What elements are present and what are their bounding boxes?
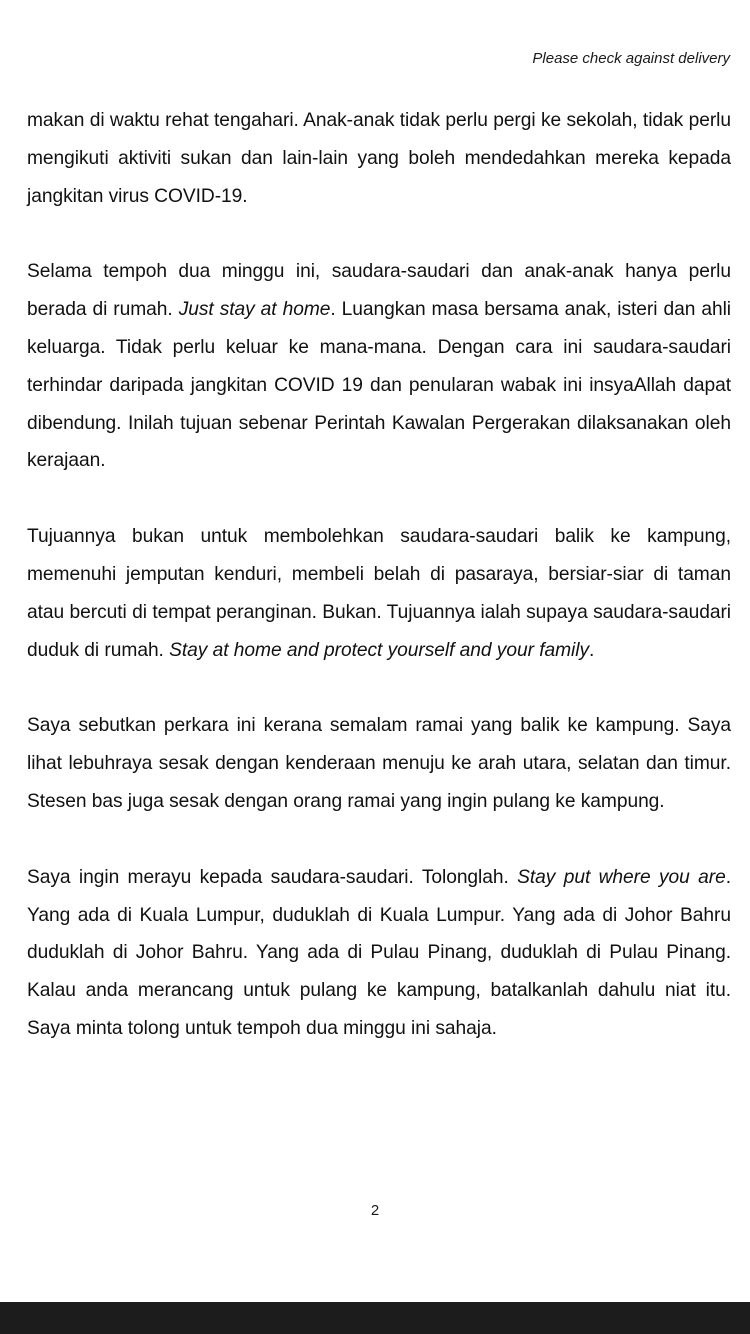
text-run: . Yang ada di Kuala Lumpur, duduklah di Kuala Lumpur. Yang ada di Johor Bahru duduklah di Johor Bahru. Yang ada di Pulau Pinang, duduklah di Pulau Pinang. Kalau anda merancang untuk pulang ke kampung, batalkanlah dahulu niat itu. Saya minta tolong untuk tempoh dua minggu ini sahaja. [27,866,731,1039]
paragraph-5 [27,859,731,1048]
italic-phrase: Stay put where you are [517,866,726,888]
page-number: 2 [370,1202,380,1219]
italic-phrase: Just stay at home [178,299,331,321]
bottom-bar [0,1302,750,1334]
text-run: makan di waktu rehat tengahari. Anak-anak tidak perlu pergi ke sekolah, tidak perlu mengikuti aktiviti sukan dan lain-lain yang boleh mendedahkan mereka kepada jangkitan virus COVID-19. [27,110,731,207]
paragraph-2 [27,253,731,480]
paragraph-4 [27,707,731,820]
header-note: Please check against delivery [532,50,730,67]
text-run: Tujuannya bukan untuk membolehkan saudara-saudari balik ke kampung, memenuhi jemputan kenduri, membeli belah di pasaraya, bersiar-siar di taman atau bercuti di tempat peranginan. Bukan. Tujuannya ialah supaya saudara-saudari duduk di rumah. [27,526,731,661]
text-run: . Luangkan masa bersama anak, isteri dan ahli keluarga. Tidak perlu keluar ke mana-mana. Dengan cara ini saudara-saudari terhindar daripada jangkitan COVID 19 dan penularan wabak ini insyaAllah dapat dibendung. Inilah tujuan sebenar Perintah Kawalan Pergerakan dilaksanakan oleh kerajaan. [27,299,732,472]
italic-phrase: Stay at home and protect yourself and your family [169,639,590,661]
text-run: . [589,639,595,661]
paragraph-3 [27,518,731,669]
text-run: Selama tempoh dua minggu ini, saudara-saudari dan anak-anak hanya perlu berada di rumah. [27,261,731,321]
body-text [27,102,731,1086]
text-run: Saya sebutkan perkara ini kerana semalam ramai yang balik ke kampung. Saya lihat lebuhraya sesak dengan kenderaan menuju ke arah utara, selatan dan timur. Stesen bas juga sesak dengan orang ramai yang ingin pulang ke kampung. [27,715,731,812]
text-run: Saya ingin merayu kepada saudara-saudari. Tolonglah. [27,866,518,888]
paragraph-1 [27,102,731,215]
